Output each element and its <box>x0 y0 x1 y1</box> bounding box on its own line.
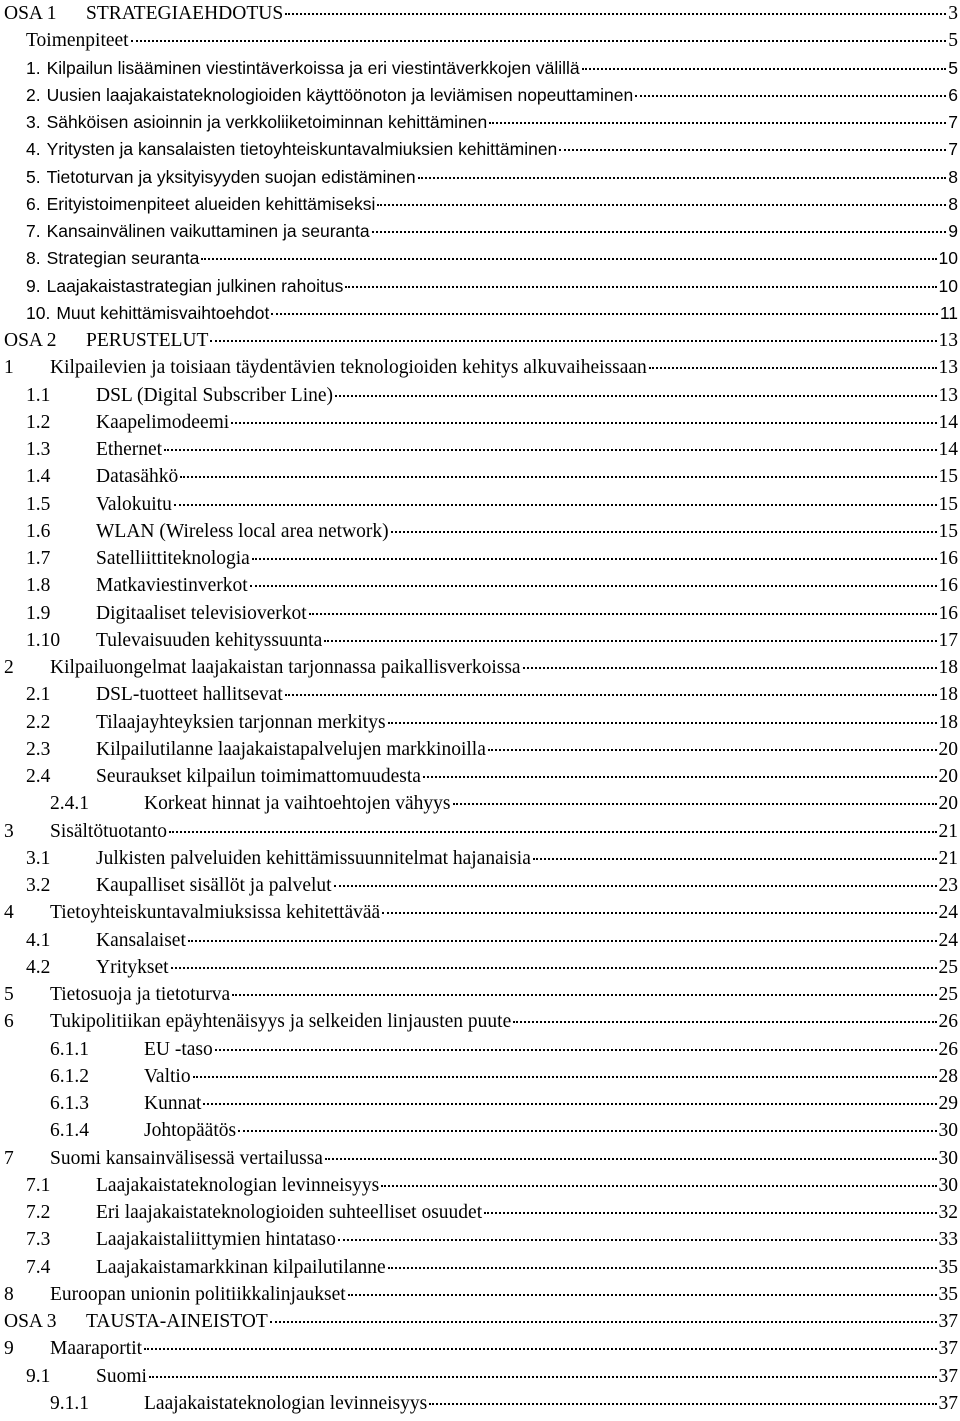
toc-entry[interactable] <box>0 763 958 790</box>
toc-entry-title: Yritysten ja kansalaisten tietoyhteiskuntavalmiuksien kehittäminen <box>46 139 558 160</box>
toc-entry-title: Matkaviestinverkot <box>96 575 248 597</box>
toc-entry-title: Toimenpiteet <box>26 30 129 52</box>
dot-leader <box>201 257 936 260</box>
dot-leader <box>559 148 946 151</box>
toc-entry-page-number: 18 <box>938 711 958 733</box>
toc-entry[interactable] <box>0 736 958 763</box>
toc-entry-number: 1.7 <box>26 548 51 569</box>
toc-entry-title: Laajakaistateknologian levinneisyys <box>96 1174 380 1196</box>
toc-entry-title: Johtopäätös <box>144 1120 237 1142</box>
toc-entry-title: Tietoyhteiskuntavalmiuksissa kehitettävää <box>50 902 381 924</box>
toc-entry-page-number: 37 <box>938 1338 958 1360</box>
toc-entry[interactable] <box>0 1199 958 1226</box>
toc-entry-title: Kilpailutilanne laajakaistapalvelujen markkinoilla <box>96 738 486 760</box>
toc-entry-number: 1. <box>26 57 41 78</box>
toc-entry-number: 3. <box>26 112 41 132</box>
toc-entry-page-number: 21 <box>938 820 958 842</box>
dot-leader <box>250 584 937 587</box>
toc-entry[interactable] <box>0 1226 958 1253</box>
toc-entry-page-number: 25 <box>938 984 958 1005</box>
toc-entry-page-number: 32 <box>938 1202 958 1223</box>
dot-leader <box>203 1102 936 1105</box>
toc-entry-title: Yritykset <box>96 956 169 978</box>
dot-leader <box>635 94 946 97</box>
toc-entry-number: 8 <box>4 1283 14 1305</box>
toc-entry[interactable] <box>0 600 958 627</box>
toc-entry[interactable] <box>0 463 958 490</box>
dot-leader <box>149 1375 937 1378</box>
toc-entry-number: 9.1 <box>26 1365 51 1387</box>
toc-entry-page-number: 21 <box>938 847 958 869</box>
dot-leader <box>285 12 946 15</box>
toc-entry-page-number: 14 <box>938 439 958 460</box>
dot-leader <box>131 39 947 42</box>
toc-entry[interactable] <box>0 1008 958 1035</box>
toc-entry-title: Laajakaistateknologian levinneisyys <box>144 1392 428 1414</box>
toc-entry[interactable] <box>0 545 958 572</box>
toc-entry-number: 2. <box>26 84 41 105</box>
toc-entry-page-number: 37 <box>938 1365 958 1387</box>
toc-entry-title: Maaraportit <box>50 1338 143 1360</box>
toc-entry-page-number: 10 <box>938 275 958 296</box>
dot-leader <box>238 1129 936 1132</box>
toc-entry-page-number: 13 <box>938 357 958 379</box>
toc-entry-title: Uusien laajakaistateknologioiden käyttöönoton ja leviämisen nopeuttaminen <box>46 84 634 105</box>
dot-leader <box>523 666 937 669</box>
toc-entry[interactable] <box>0 1390 958 1417</box>
toc-entry[interactable] <box>0 245 958 272</box>
toc-entry-page-number: 16 <box>938 602 958 624</box>
dot-leader <box>348 1293 937 1296</box>
toc-entry[interactable] <box>0 436 958 463</box>
toc-entry[interactable] <box>0 518 958 545</box>
toc-entry-number: 9. <box>26 275 41 296</box>
toc-entry-title: Laajakaistamarkkinan kilpailutilanne <box>96 1256 386 1278</box>
toc-entry[interactable] <box>0 1254 958 1281</box>
dot-leader <box>215 1048 937 1051</box>
toc-entry-title: Tukipolitiikan epäyhtenäisyys ja selkeiden linjausten puute <box>50 1011 512 1033</box>
toc-entry-title: EU -taso <box>144 1038 213 1060</box>
toc-entry[interactable] <box>0 191 958 218</box>
toc-entry-title: Valokuitu <box>96 493 172 515</box>
toc-entry-number: 4.1 <box>26 929 51 951</box>
toc-entry[interactable] <box>0 954 958 981</box>
toc-entry-page-number: 3 <box>948 3 958 24</box>
toc-entry[interactable] <box>0 818 958 845</box>
dot-leader <box>391 530 937 533</box>
toc-entry-page-number: 13 <box>938 384 958 406</box>
toc-entry-title: Satelliittiteknologia <box>96 548 250 569</box>
toc-entry-title: Muut kehittämisvaihtoehdot <box>56 302 270 323</box>
toc-entry[interactable] <box>0 627 958 654</box>
toc-entry-title: Kansainvälinen vaikuttaminen ja seuranta <box>46 221 370 241</box>
toc-entry-number: 3.1 <box>26 847 51 869</box>
dot-leader <box>381 1184 936 1187</box>
toc-entry-number: 10. <box>26 302 51 323</box>
toc-entry-number: 7 <box>4 1147 14 1169</box>
toc-entry-number: 9.1.1 <box>50 1392 89 1414</box>
toc-entry-title: Laajakaistaliittymien hintataso <box>96 1229 336 1251</box>
toc-entry-page-number: 8 <box>948 193 958 214</box>
toc-entry-number: 6. <box>26 193 41 214</box>
dot-leader <box>231 421 936 424</box>
toc-entry-page-number: 30 <box>938 1120 958 1142</box>
toc-entry-title: Strategian seuranta <box>46 248 200 269</box>
toc-entry-page-number: 29 <box>938 1093 958 1114</box>
dot-leader <box>484 1211 936 1214</box>
toc-entry[interactable] <box>0 899 958 926</box>
toc-entry-title: Tilaajayhteyksien tarjonnan merkitys <box>96 711 386 733</box>
toc-entry-number: 4 <box>4 902 14 924</box>
toc-entry-title: Sisältötuotanto <box>50 820 167 842</box>
toc-entry[interactable] <box>0 1145 958 1172</box>
toc-entry[interactable] <box>0 654 958 681</box>
dot-leader <box>429 1402 936 1405</box>
toc-entry[interactable] <box>0 354 958 381</box>
toc-entry[interactable] <box>0 1172 958 1199</box>
toc-entry[interactable] <box>0 27 958 54</box>
toc-entry-title: Valtio <box>144 1065 191 1087</box>
toc-entry[interactable] <box>0 1036 958 1063</box>
dot-leader <box>345 285 936 288</box>
dot-leader <box>144 1347 936 1350</box>
toc-entry[interactable] <box>0 1308 958 1335</box>
toc-entry[interactable] <box>0 1117 958 1144</box>
toc-entry[interactable] <box>0 491 958 518</box>
toc-entry[interactable] <box>0 0 958 27</box>
toc-entry-page-number: 13 <box>938 330 958 351</box>
toc-entry-number: 7. <box>26 221 41 241</box>
dot-leader <box>423 775 937 778</box>
toc-entry-page-number: 37 <box>938 1311 958 1332</box>
toc-entry-page-number: 7 <box>948 112 958 132</box>
toc-entry-number: 9 <box>4 1338 14 1360</box>
toc-entry-title: Kunnat <box>144 1093 202 1114</box>
toc-entry-title: Tietoturvan ja yksityisyyden suojan edistäminen <box>46 166 416 187</box>
toc-entry-page-number: 9 <box>948 221 958 241</box>
toc-entry[interactable] <box>0 327 958 354</box>
toc-entry-title: TAUSTA-AINEISTOT <box>86 1311 268 1332</box>
toc-entry-title: DSL-tuotteet hallitsevat <box>96 684 283 706</box>
toc-entry[interactable] <box>0 845 958 872</box>
toc-entry-title: Tietosuoja ja tietoturva <box>50 984 231 1005</box>
toc-entry[interactable] <box>0 82 958 109</box>
toc-entry-title: Kilpailevien ja toisiaan täydentävien teknologioiden kehitys alkuvaiheissaan <box>50 357 647 379</box>
toc-entry-number: 1.1 <box>26 384 51 406</box>
toc-entry-page-number: 20 <box>938 793 958 815</box>
toc-entry-title: Digitaaliset televisioverkot <box>96 602 307 624</box>
toc-entry-title: WLAN (Wireless local area network) <box>96 520 389 542</box>
toc-entry-page-number: 37 <box>938 1392 958 1414</box>
toc-entry-title: Seuraukset kilpailun toimimattomuudesta <box>96 766 421 787</box>
dot-leader <box>582 67 947 70</box>
toc-entry-title: Julkisten palveluiden kehittämissuunnitelmat hajanaisia <box>96 847 531 869</box>
toc-entry-number: 2.2 <box>26 711 51 733</box>
toc-entry-page-number: 5 <box>948 30 958 52</box>
toc-entry[interactable] <box>0 1363 958 1390</box>
dot-leader <box>372 230 947 233</box>
toc-entry-page-number: 16 <box>938 548 958 569</box>
toc-entry-number: 6 <box>4 1011 14 1033</box>
toc-entry-page-number: 8 <box>948 166 958 187</box>
dot-leader <box>513 1020 936 1023</box>
dot-leader <box>325 1157 937 1160</box>
dot-leader <box>180 475 936 478</box>
toc-entry-number: 5. <box>26 166 41 187</box>
toc-entry-page-number: 20 <box>938 766 958 787</box>
dot-leader <box>388 721 937 724</box>
dot-leader <box>453 802 937 805</box>
toc-entry[interactable] <box>0 981 958 1008</box>
toc-entry-title: Suomi kansainvälisessä vertailussa <box>50 1147 323 1169</box>
toc-entry-number: 1.4 <box>26 466 51 488</box>
dot-leader <box>334 884 937 887</box>
toc-entry-page-number: 7 <box>948 139 958 160</box>
dot-leader <box>489 121 946 124</box>
toc-entry-page-number: 30 <box>938 1174 958 1196</box>
toc-entry-number: 1.9 <box>26 602 51 624</box>
toc-entry-title: Euroopan unionin politiikkalinjaukset <box>50 1283 346 1305</box>
toc-entry-page-number: 33 <box>938 1229 958 1251</box>
toc-entry[interactable] <box>0 709 958 736</box>
toc-entry-number: OSA 2 <box>4 330 57 351</box>
dot-leader <box>232 993 936 996</box>
toc-entry-number: 7.2 <box>26 1202 51 1223</box>
dot-leader <box>324 639 936 642</box>
toc-entry-title: Datasähkö <box>96 466 179 488</box>
toc-entry-title: Eri laajakaistateknologioiden suhteelliset osuudet <box>96 1202 483 1223</box>
toc-entry-page-number: 10 <box>938 248 958 269</box>
dot-leader <box>382 911 936 914</box>
toc-entry-title: Kilpailun lisääminen viestintäverkoissa ja eri viestintäverkkojen välillä <box>46 57 580 78</box>
toc-entry-page-number: 18 <box>938 684 958 706</box>
toc-entry[interactable] <box>0 273 958 300</box>
toc-entry-page-number: 6 <box>948 84 958 105</box>
toc-entry-page-number: 16 <box>938 575 958 597</box>
toc-entry-title: Kaupalliset sisällöt ja palvelut <box>96 875 332 896</box>
toc-entry-number: 6.1.3 <box>50 1093 89 1114</box>
toc-entry-page-number: 15 <box>938 466 958 488</box>
toc-entry-title: Tulevaisuuden kehityssuunta <box>96 629 323 651</box>
toc-entry-page-number: 24 <box>938 929 958 951</box>
toc-entry-number: 4. <box>26 139 41 160</box>
toc-entry-number: OSA 1 <box>4 3 57 24</box>
toc-entry[interactable] <box>0 872 958 899</box>
toc-entry-number: 2.3 <box>26 738 51 760</box>
toc-entry-page-number: 14 <box>938 411 958 433</box>
toc-entry-page-number: 20 <box>938 738 958 760</box>
dot-leader <box>388 1266 937 1269</box>
toc-entry[interactable] <box>0 218 958 245</box>
toc-entry-page-number: 15 <box>938 493 958 515</box>
toc-entry-title: Ethernet <box>96 439 163 460</box>
toc-entry[interactable] <box>0 109 958 136</box>
toc-entry-number: 6.1.1 <box>50 1038 89 1060</box>
dot-leader <box>252 557 937 560</box>
toc-entry-number: 8. <box>26 248 41 269</box>
toc-entry-title: PERUSTELUT <box>86 330 209 351</box>
toc-entry-page-number: 35 <box>938 1283 958 1305</box>
toc-entry-page-number: 26 <box>938 1038 958 1060</box>
dot-leader <box>377 203 946 206</box>
dot-leader <box>285 693 937 696</box>
toc-entry-page-number: 30 <box>938 1147 958 1169</box>
toc-entry-title: Suomi <box>96 1365 147 1387</box>
dot-leader <box>270 1320 937 1323</box>
toc-entry[interactable] <box>0 1090 958 1117</box>
toc-entry[interactable] <box>0 382 958 409</box>
dot-leader <box>210 339 936 342</box>
toc-entry-page-number: 11 <box>939 302 958 323</box>
toc-entry[interactable] <box>0 572 958 599</box>
toc-entry-number: 1.2 <box>26 411 51 433</box>
toc-entry-title: Laajakaistastrategian julkinen rahoitus <box>46 275 344 296</box>
toc-entry[interactable] <box>0 790 958 817</box>
dot-leader <box>338 1238 937 1241</box>
toc-entry-title: STRATEGIAEHDOTUS <box>86 3 284 24</box>
toc-entry-number: 1.10 <box>26 629 61 651</box>
dot-leader <box>649 366 937 369</box>
toc-entry[interactable] <box>0 1335 958 1362</box>
dot-leader <box>164 448 936 451</box>
toc-entry-title: Kaapelimodeemi <box>96 411 230 433</box>
toc-entry-number: 2.1 <box>26 684 51 706</box>
toc-entry-title: Kansalaiset <box>96 929 186 951</box>
toc-entry-page-number: 28 <box>938 1065 958 1087</box>
toc-entry-page-number: 35 <box>938 1256 958 1278</box>
dot-leader <box>488 748 937 751</box>
dot-leader <box>169 830 937 833</box>
toc-entry[interactable] <box>0 164 958 191</box>
toc-entry-page-number: 26 <box>938 1011 958 1033</box>
dot-leader <box>309 612 937 615</box>
dot-leader <box>174 503 937 506</box>
toc-entry[interactable] <box>0 300 958 327</box>
toc-entry-title: Sähköisen asioinnin ja verkkoliiketoiminnan kehittäminen <box>46 112 488 132</box>
toc-entry-number: 3.2 <box>26 875 51 896</box>
toc-entry-page-number: 25 <box>938 956 958 978</box>
toc-entry[interactable] <box>0 1281 958 1308</box>
toc-entry-number: 7.3 <box>26 1229 51 1251</box>
toc-entry-page-number: 15 <box>938 520 958 542</box>
toc-entry-number: 1 <box>4 357 14 379</box>
toc-entry-number: 5 <box>4 984 14 1005</box>
toc-entry-number: 7.4 <box>26 1256 51 1278</box>
dot-leader <box>533 857 937 860</box>
dot-leader <box>193 1075 937 1078</box>
toc-entry[interactable] <box>0 409 958 436</box>
toc-entry-number: 1.6 <box>26 520 51 542</box>
toc-entry-number: 7.1 <box>26 1174 51 1196</box>
toc-entry-page-number: 24 <box>938 902 958 924</box>
toc-entry-number: 2.4.1 <box>50 793 89 815</box>
toc-entry-number: 2.4 <box>26 766 51 787</box>
toc-entry[interactable] <box>0 1063 958 1090</box>
toc-entry-number: OSA 3 <box>4 1311 57 1332</box>
toc-entry[interactable] <box>0 681 958 708</box>
toc-entry-number: 2 <box>4 657 14 678</box>
toc-entry-number: 3 <box>4 820 14 842</box>
dot-leader <box>171 966 937 969</box>
dot-leader <box>271 312 937 315</box>
dot-leader <box>335 394 936 397</box>
toc-entry-page-number: 17 <box>938 629 958 651</box>
toc-entry-number: 4.2 <box>26 956 51 978</box>
toc-entry-number: 6.1.2 <box>50 1065 89 1087</box>
dot-leader <box>418 176 947 179</box>
toc-entry-page-number: 5 <box>948 57 958 78</box>
toc-entry-number: 6.1.4 <box>50 1120 89 1142</box>
toc-entry-title: Korkeat hinnat ja vaihtoehtojen vähyys <box>144 793 451 815</box>
toc-entry-title: Erityistoimenpiteet alueiden kehittämiseksi <box>46 193 376 214</box>
toc-entry[interactable] <box>0 927 958 954</box>
toc-entry[interactable] <box>0 55 958 82</box>
dot-leader <box>188 939 937 942</box>
toc-entry-page-number: 23 <box>938 875 958 896</box>
toc-entry-number: 1.5 <box>26 493 51 515</box>
toc-entry-title: Kilpailuongelmat laajakaistan tarjonnassa paikallisverkoissa <box>50 657 521 678</box>
toc-entry-title: DSL (Digital Subscriber Line) <box>96 384 334 406</box>
toc-entry-number: 1.3 <box>26 439 51 460</box>
toc-entry[interactable] <box>0 136 958 163</box>
toc-entry-number: 1.8 <box>26 575 51 597</box>
toc-entry-page-number: 18 <box>938 657 958 678</box>
